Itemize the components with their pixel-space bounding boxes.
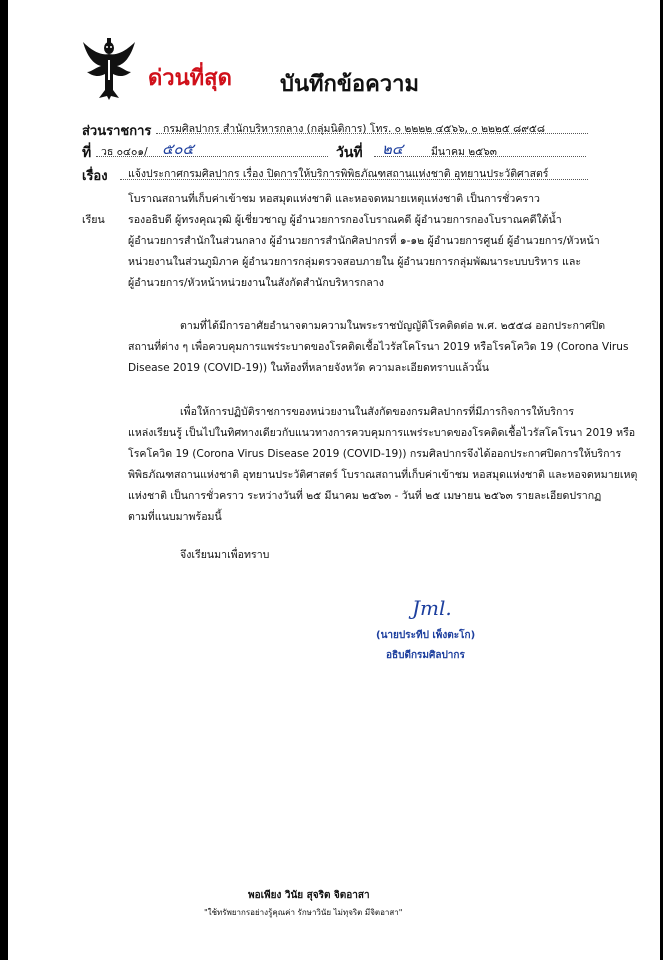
memo-page <box>8 0 660 960</box>
number-value: วธ ๐๔๐๑/ <box>101 146 148 158</box>
subject-continuation: โบราณสถานที่เก็บค่าเข้าชม หอสมุดแห่งชาติ และหอจดหมายเหตุแห่งชาติ เป็นการชั่วคราว <box>128 193 540 205</box>
paragraph-2-line: แหล่งเรียนรู้ เป็นไปในทิศทางเดียวกับแนวทางการควบคุมการแพร่ระบาดของโรคติดเชื้อไวรัสโคโรนา 2019 หรือ <box>128 427 636 439</box>
to-line: หน่วยงานในส่วนภูมิภาค ผู้อำนวยการกลุ่มตรวจสอบภายใน ผู้อำนวยการกลุ่มพัฒนาระบบบริหาร และ <box>128 256 582 268</box>
agency-label: ส่วนราชการ <box>82 124 152 139</box>
paragraph-2-line: พิพิธภัณฑสถานแห่งชาติ อุทยานประวัติศาสตร์ โบราณสถานที่เก็บค่าเข้าชม หอสมุดแห่งชาติ และหอจดหมายเหตุ <box>128 469 638 481</box>
signer-position: อธิบดีกรมศิลปากร <box>386 650 465 661</box>
date-handwritten: ๒๔ <box>382 140 404 158</box>
to-label: เรียน <box>82 214 105 226</box>
paragraph-1-line: ตามที่ได้มีการอาศัยอำนาจตามความในพระราชบัญญัติโรคติดต่อ พ.ศ. ๒๕๕๘ ออกประกาศปิด <box>180 320 606 332</box>
number-handwritten: ๕๐๕ <box>162 140 194 158</box>
paragraph-2-line: ตามที่แนบมาพร้อมนี้ <box>128 511 222 523</box>
agency-value: กรมศิลปากร สำนักบริหารกลาง (กลุ่มนิติการ) โทร. ๐ ๒๒๒๒ ๔๕๖๖, ๐ ๒๒๒๕ ๘๙๕๘ <box>163 123 545 135</box>
to-line: รองอธิบดี ผู้ทรงคุณวุฒิ ผู้เชี่ยวชาญ ผู้อำนวยการกองโบราณคดี ผู้อำนวยการกองโบราณคดีใต้น้ำ <box>128 214 562 226</box>
subject-value: แจ้งประกาศกรมศิลปากร เรื่อง ปิดการให้บริการพิพิธภัณฑสถานแห่งชาติ อุทยานประวัติศาสตร์ <box>128 168 549 180</box>
paragraph-1-line: สถานที่ต่าง ๆ เพื่อควบคุมการแพร่ระบาดของโรคติดเชื้อไวรัสโคโรนา 2019 หรือโรคโควิด 19 (Corona Virus <box>128 341 629 353</box>
document-title: บันทึกข้อความ <box>280 72 420 97</box>
date-label: วันที่ <box>336 145 363 161</box>
to-line: ผู้อำนวยการ/หัวหน้าหน่วยงานในสังกัดสำนักบริหารกลาง <box>128 277 384 289</box>
number-label: ที่ <box>82 145 92 161</box>
garuda-emblem-icon <box>81 38 137 100</box>
urgency-stamp: ด่วนที่สุด <box>148 66 232 91</box>
to-line: ผู้อำนวยการสำนักในส่วนกลาง ผู้อำนวยการสำนักศิลปากรที่ ๑-๑๒ ผู้อำนวยการศูนย์ ผู้อำนวยการ/หัวหน้า <box>128 235 600 247</box>
paragraph-2-line: แห่งชาติ เป็นการชั่วคราว ระหว่างวันที่ ๒๕ มีนาคม ๒๕๖๓ - วันที่ ๒๕ เมษายน ๒๕๖๓ รายละเอียดปรากฏ <box>128 490 602 502</box>
closing-text: จึงเรียนมาเพื่อทราบ <box>180 549 270 561</box>
footer-slogan: "ใช้ทรัพยากรอย่างรู้คุณค่า รักษาวินัย ไม่ทุจริต มีจิตอาสา" <box>204 908 403 917</box>
paragraph-2-line: โรคโควิด 19 (Corona Virus Disease 2019 (COVID-19)) กรมศิลปากรจึงได้ออกประกาศปิดการให้บริการ <box>128 448 622 460</box>
signer-name: (นายประทีป เพ็งตะโก) <box>376 630 476 641</box>
date-value: มีนาคม ๒๕๖๓ <box>431 146 497 158</box>
footer-motto: พอเพียง วินัย สุจริต จิตอาสา <box>248 890 370 901</box>
paragraph-2-line: เพื่อให้การปฏิบัติราชการของหน่วยงานในสังกัดของกรมศิลปากรที่มีภารกิจการให้บริการ <box>180 406 575 418</box>
signature-mark: Jml. <box>412 596 452 620</box>
paragraph-1-line: Disease 2019 (COVID-19)) ในท้องที่หลายจังหวัด ความละเอียดทราบแล้วนั้น <box>128 362 489 374</box>
subject-label: เรื่อง <box>82 169 108 184</box>
